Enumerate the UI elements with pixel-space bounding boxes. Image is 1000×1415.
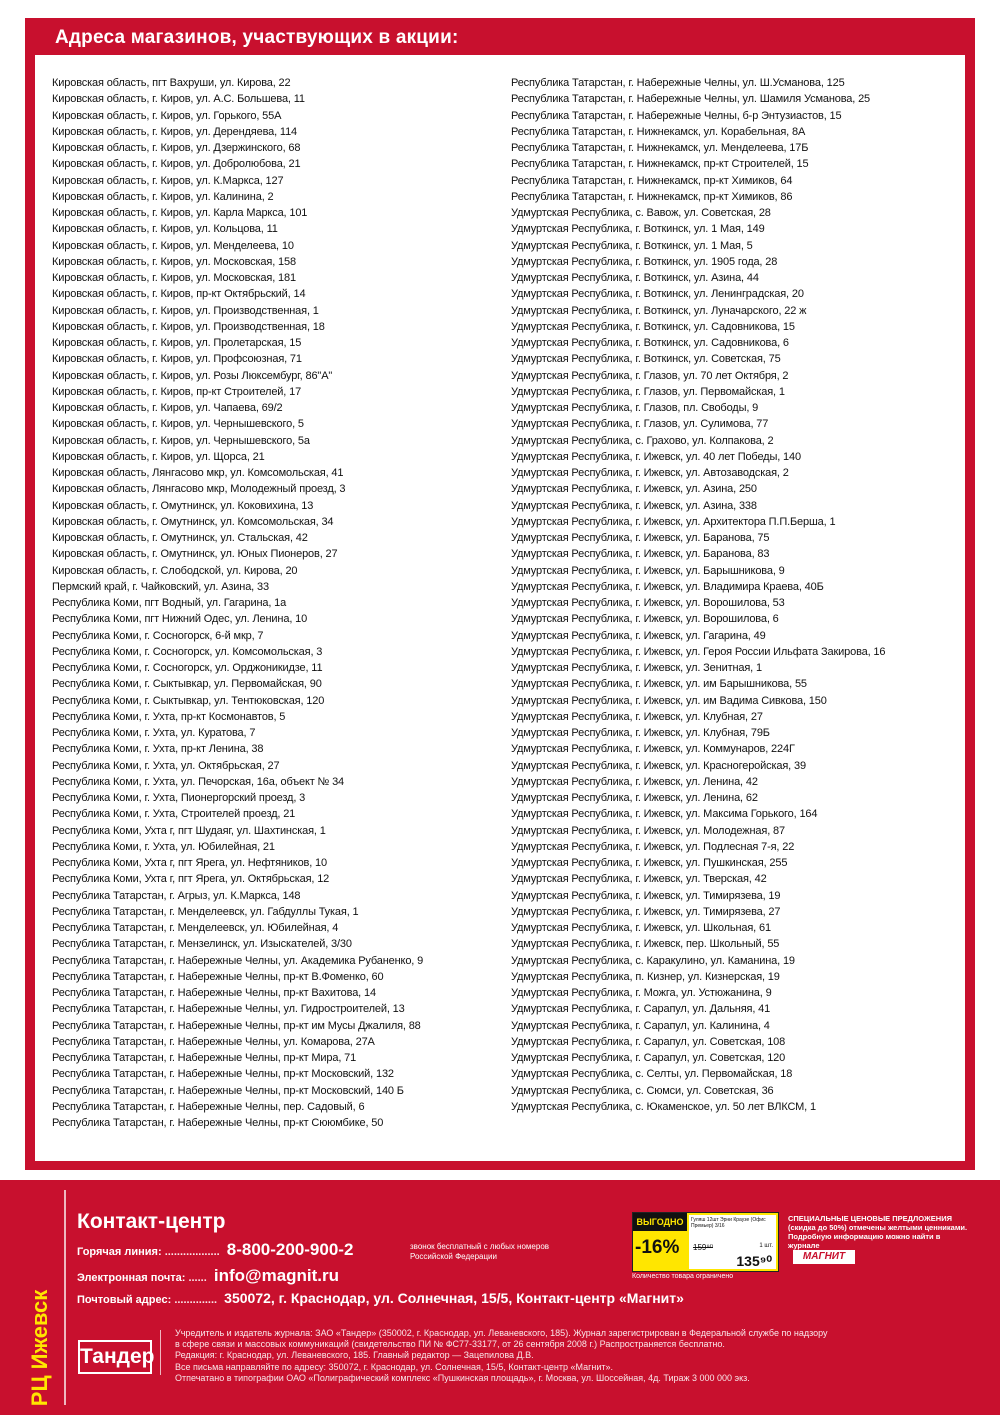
address-item: Удмуртская Республика, г. Ижевск, ул. Баранова, 83 bbox=[511, 548, 770, 561]
hotline-dots: .................. bbox=[164, 1246, 220, 1258]
address-item: Кировская область, г. Киров, ул. Карла Маркса, 101 bbox=[52, 207, 308, 219]
address-item: Удмуртская Республика, г. Глазов, пл. Свободы, 9 bbox=[511, 402, 759, 414]
address-item: Удмуртская Республика, г. Ижевск, ул. Барышникова, 9 bbox=[511, 564, 785, 577]
address-item: Кировская область, Лянгасово мкр, Молодежный проезд, 3 bbox=[52, 483, 346, 496]
address-item: Республика Татарстан, г. Менделеевск, ул. Юбилейная, 4 bbox=[52, 922, 339, 934]
email-dots: ...... bbox=[188, 1272, 207, 1284]
address-item: Удмуртская Республика, г. Глазов, ул. 70 лет Октября, 2 bbox=[511, 369, 789, 382]
address-item: Удмуртская Республика, г. Ижевск, ул. Азина, 338 bbox=[511, 499, 757, 512]
address-item: Республика Татарстан, г. Набережные Челны, ул. Ш.Усманова, 125 bbox=[511, 77, 845, 89]
address-item: Кировская область, г. Киров, ул. Московская, 158 bbox=[52, 255, 296, 268]
address-item: Удмуртская Республика, г. Ижевск, пер. Школьный, 55 bbox=[511, 938, 780, 951]
address-item: Удмуртская Республика, с. Грахово, ул. Колпакова, 2 bbox=[511, 434, 774, 447]
address-item: Республика Коми, пгт Нижний Одес, ул. Ленина, 10 bbox=[52, 613, 308, 626]
address-item: Удмуртская Республика, г. Ижевск, ул. Зенитная, 1 bbox=[511, 662, 762, 674]
address-item: Республика Татарстан, г. Набережные Челны, пр-кт Московский, 140 Б bbox=[52, 1084, 404, 1097]
address-item: Кировская область, г. Киров, ул. Розы Люксембург, 86"А" bbox=[52, 369, 333, 382]
address-item: Удмуртская Республика, г. Воткинск, ул. Советская, 75 bbox=[511, 353, 781, 366]
address-item: Кировская область, г. Киров, ул. Кольцова, 11 bbox=[52, 223, 278, 236]
email-link[interactable]: info@magnit.ru bbox=[213, 1266, 340, 1285]
imprint-divider bbox=[160, 1330, 161, 1375]
address-item: Республика Татарстан, г. Нижнекамск, ул. Менделеева, 17Б bbox=[511, 142, 809, 154]
imprint-line: Все письма направляйте по адресу: 350072, г. Краснодар, ул. Солнечная, 15/5, Контакт-центр «Магнит». bbox=[175, 1361, 613, 1372]
address-item: Удмуртская Республика, г. Ижевск, ул. Школьная, 61 bbox=[511, 922, 771, 934]
address-item: Удмуртская Республика, г. Ижевск, ул. Клубная, 79Б bbox=[511, 727, 770, 739]
price-tag-old-price: 159⁹⁰ bbox=[693, 1243, 713, 1252]
address-item: Кировская область, г. Омутнинск, ул. Юных Пионеров, 27 bbox=[52, 548, 338, 561]
tander-logo-text: Тандер bbox=[78, 1340, 152, 1374]
address-item: Удмуртская Республика, г. Глазов, ул. Сулимова, 77 bbox=[511, 418, 769, 431]
postal-label: Почтовый адрес: bbox=[77, 1294, 172, 1306]
imprint-line: Учредитель и издатель журнала: ЗАО «Тандер» (350002, г. Краснодар, ул. Леваневского, 185). Журнал зарегистрирован в Федеральной службе по надзору bbox=[175, 1328, 828, 1338]
address-item: Кировская область, г. Киров, ул. Профсоюзная, 71 bbox=[52, 353, 302, 366]
footer-divider bbox=[64, 1190, 66, 1405]
footer bbox=[0, 1180, 1000, 1415]
address-item: Республика Татарстан, г. Набережные Челны, ул. Шамиля Усманова, 25 bbox=[511, 93, 871, 106]
address-item: Удмуртская Республика, г. Ижевск, ул. Владимира Краева, 40Б bbox=[511, 580, 824, 593]
address-item: Республика Татарстан, г. Набережные Челны, пр-кт Мира, 71 bbox=[52, 1052, 357, 1064]
address-item: Удмуртская Республика, г. Ижевск, ул. Ленина, 62 bbox=[511, 792, 758, 804]
address-item: Республика Коми, г. Ухта, ул. Юбилейная, 21 bbox=[52, 840, 275, 853]
address-item: Кировская область, г. Киров, ул. Чернышевского, 5а bbox=[52, 434, 310, 447]
address-item: Кировская область, г. Киров, ул. К.Маркса, 127 bbox=[52, 174, 284, 187]
address-item: Республика Татарстан, г. Агрыз, ул. К.Маркса, 148 bbox=[52, 889, 301, 902]
tander-logo bbox=[76, 1328, 154, 1374]
address-item: Удмуртская Республика, с. Юкаменское, ул. 50 лет ВЛКСМ, 1 bbox=[511, 1100, 816, 1113]
address-item: Республика Татарстан, г. Набережные Челны, пр-кт Сююмбике, 50 bbox=[52, 1117, 384, 1129]
address-item: Республика Татарстан, г. Мензелинск, ул. Изыскателей, 3/30 bbox=[52, 938, 352, 951]
addresses-frame bbox=[25, 18, 975, 1170]
address-item: Республика Татарстан, г. Набережные Челны, пр-кт Вахитова, 14 bbox=[52, 987, 376, 999]
imprint-line: Редакция: г. Краснодар, ул. Леваневского, 185. Главный редактор — Зацепилова Д.В. bbox=[175, 1350, 534, 1361]
address-item: Удмуртская Республика, г. Воткинск, ул. Луначарского, 22 ж bbox=[511, 304, 807, 317]
address-item: Удмуртская Республика, г. Ижевск, ул. Клубная, 27 bbox=[511, 710, 763, 723]
address-item: Удмуртская Республика, г. Ижевск, ул. Максима Горького, 164 bbox=[511, 808, 818, 821]
address-item: Кировская область, г. Киров, ул. А.С. Большева, 11 bbox=[52, 93, 305, 106]
price-tag-quantity: 1 шт. bbox=[759, 1243, 773, 1249]
price-tag-new-price: 135⁹⁰ bbox=[736, 1253, 772, 1269]
address-item: Республика Коми, г. Сыктывкар, ул. Тентюковская, 120 bbox=[52, 694, 325, 707]
email-label: Электронная почта: bbox=[77, 1272, 186, 1284]
address-item: Республика Татарстан, г. Нижнекамск, пр-кт Химиков, 64 bbox=[511, 174, 793, 187]
distribution-center-label: РЦ Ижевск bbox=[27, 1289, 52, 1407]
magnit-logo: МАГНИТ bbox=[793, 1250, 855, 1264]
address-item: Удмуртская Республика, г. Ижевск, ул. 40 лет Победы, 140 bbox=[511, 450, 801, 463]
publisher-imprint bbox=[175, 1328, 985, 1384]
address-item: Удмуртская Республика, г. Ижевск, ул. Подлесная 7-я, 22 bbox=[511, 840, 795, 853]
address-item: Республика Татарстан, г. Менделеевск, ул. Габдуллы Тукая, 1 bbox=[52, 905, 359, 918]
address-item: Кировская область, г. Киров, ул. Производственная, 18 bbox=[52, 320, 325, 333]
address-item: Кировская область, г. Киров, ул. Производственная, 1 bbox=[52, 304, 319, 317]
address-item: Республика Коми, Ухта г, пгт Ярега, ул. Октябрьская, 12 bbox=[52, 873, 330, 886]
address-item: Кировская область, г. Киров, ул. Чапаева, 69/2 bbox=[52, 402, 283, 414]
address-item: Республика Коми, г. Ухта, ул. Куратова, 7 bbox=[52, 727, 256, 739]
hotline-number[interactable]: 8-800-200-900-2 bbox=[226, 1240, 354, 1259]
address-item: Удмуртская Республика, г. Воткинск, ул. 1905 года, 28 bbox=[511, 255, 778, 268]
address-item: Республика Коми, пгт Водный, ул. Гагарина, 1а bbox=[52, 597, 287, 609]
addresses-panel bbox=[35, 55, 965, 1161]
address-item: Республика Коми, г. Ухта, ул. Октябрьская, 27 bbox=[52, 759, 280, 772]
address-item: Удмуртская Республика, г. Ижевск, ул. Ворошилова, 53 bbox=[511, 597, 785, 609]
address-item: Удмуртская Республика, г. Ижевск, ул. Азина, 250 bbox=[511, 483, 757, 496]
address-item: Республика Коми, г. Ухта, Строителей проезд, 21 bbox=[52, 808, 296, 821]
address-item: Удмуртская Республика, г. Воткинск, ул. Садовникова, 15 bbox=[511, 320, 795, 333]
address-item: Удмуртская Республика, г. Сарапул, ул. Советская, 108 bbox=[511, 1035, 786, 1048]
address-item: Удмуртская Республика, г. Ижевск, ул. Тимирязева, 27 bbox=[511, 905, 781, 918]
address-item: Удмуртская Республика, г. Сарапул, ул. Дальняя, 41 bbox=[511, 1003, 771, 1016]
addresses-title: Адреса магазинов, участвующих в акции: bbox=[55, 27, 459, 48]
address-item: Кировская область, г. Киров, ул. Калинина, 2 bbox=[52, 190, 274, 203]
address-item: Кировская область, г. Киров, ул. Пролетарская, 15 bbox=[52, 337, 302, 349]
address-item: Республика Коми, г. Ухта, ул. Печорская, 16а, объект № 34 bbox=[52, 775, 345, 788]
address-item: Пермский край, г. Чайковский, ул. Азина, 33 bbox=[52, 580, 269, 593]
address-item: Удмуртская Республика, п. Кизнер, ул. Кизнерская, 19 bbox=[511, 970, 780, 983]
address-item: Кировская область, г. Киров, ул. Чернышевского, 5 bbox=[52, 418, 304, 431]
address-item: Удмуртская Республика, г. Ижевск, ул. Тимирязева, 19 bbox=[511, 889, 781, 902]
address-item: Кировская область, Лянгасово мкр, ул. Комсомольская, 41 bbox=[52, 467, 344, 479]
price-tag-discount: -16% bbox=[635, 1237, 680, 1258]
address-item: Кировская область, г. Омутнинск, ул. Комсомольская, 34 bbox=[52, 515, 334, 528]
address-item: Удмуртская Республика, г. Ижевск, ул. Архитектора П.П.Берша, 1 bbox=[511, 515, 836, 528]
address-item: Республика Татарстан, г. Набережные Челны, пр-кт Московский, 132 bbox=[52, 1068, 394, 1081]
address-item: Республика Татарстан, г. Набережные Челны, б-р Энтузиастов, 15 bbox=[511, 109, 842, 122]
address-item: Удмуртская Республика, г. Воткинск, ул. 1 Мая, 149 bbox=[511, 223, 765, 236]
address-item: Республика Татарстан, г. Нижнекамск, пр-кт Химиков, 86 bbox=[511, 190, 793, 203]
address-item: Удмуртская Республика, г. Сарапул, ул. Советская, 120 bbox=[511, 1052, 786, 1064]
address-item: Кировская область, г. Слободской, ул. Кирова, 20 bbox=[52, 564, 298, 577]
address-item: Удмуртская Республика, г. Воткинск, ул. Азина, 44 bbox=[511, 272, 759, 284]
address-item: Республика Татарстан, г. Набережные Челны, пер. Садовый, 6 bbox=[52, 1100, 365, 1113]
address-item: Республика Татарстан, г. Набережные Челны, пр-кт им Мусы Джалиля, 88 bbox=[52, 1019, 421, 1032]
address-item: Кировская область, г. Киров, ул. Дерендяева, 114 bbox=[52, 125, 298, 138]
address-item: Кировская область, г. Киров, пр-кт Строителей, 17 bbox=[52, 385, 302, 398]
address-item: Республика Коми, Ухта г, пгт Шудаяг, ул. Шахтинская, 1 bbox=[52, 824, 326, 837]
email-row bbox=[77, 1266, 339, 1286]
address-item: Удмуртская Республика, г. Ижевск, ул. Коммунаров, 224Г bbox=[511, 743, 795, 756]
address-item: Удмуртская Республика, с. Каракулино, ул. Каманина, 19 bbox=[511, 954, 795, 967]
address-item: Удмуртская Республика, г. Ижевск, ул. Тверская, 42 bbox=[511, 873, 767, 886]
address-item: Удмуртская Республика, г. Ижевск, ул. Гагарина, 49 bbox=[511, 629, 766, 642]
postal-row bbox=[77, 1290, 684, 1306]
address-item: Республика Коми, г. Ухта, пр-кт Космонавтов, 5 bbox=[52, 710, 286, 723]
address-item: Республика Коми, г. Ухта, пр-кт Ленина, 38 bbox=[52, 743, 264, 756]
address-item: Республика Коми, г. Ухта, Пионергорский проезд, 3 bbox=[52, 792, 306, 804]
address-item: Кировская область, г. Киров, ул. Щорса, 21 bbox=[52, 450, 265, 463]
hotline-label: Горячая линия: bbox=[77, 1246, 162, 1258]
address-item: Кировская область, г. Киров, ул. Дзержинского, 68 bbox=[52, 142, 301, 154]
address-item: Республика Коми, Ухта г, пгт Ярега, ул. Нефтяников, 10 bbox=[52, 857, 327, 869]
contact-center-title: Контакт-центр bbox=[77, 1210, 226, 1233]
address-item: Республика Татарстан, г. Нижнекамск, пр-кт Строителей, 15 bbox=[511, 158, 809, 171]
address-item: Кировская область, г. Киров, ул. Менделеева, 10 bbox=[52, 239, 294, 252]
address-item: Удмуртская Республика, г. Ижевск, ул. им Барышникова, 55 bbox=[511, 678, 807, 691]
address-item: Удмуртская Республика, г. Воткинск, ул. Садовникова, 6 bbox=[511, 337, 789, 349]
address-item: Удмуртская Республика, с. Селты, ул. Первомайская, 18 bbox=[511, 1068, 793, 1081]
address-item: Республика Татарстан, г. Набережные Челны, ул. Академика Рубаненко, 9 bbox=[52, 954, 424, 967]
address-item: Удмуртская Республика, с. Сюмси, ул. Советская, 36 bbox=[511, 1084, 774, 1097]
imprint-line: Отпечатано в типографии ОАО «Полиграфический комплекс «Пушкинская площадь», г. Москва, ул. Шосcейная, 4д. Тираж 3 000 000 экз. bbox=[175, 1372, 750, 1383]
address-item: Удмуртская Республика, г. Сарапул, ул. Калинина, 4 bbox=[511, 1019, 770, 1032]
hotline-row bbox=[77, 1240, 353, 1260]
postal-dots: .............. bbox=[174, 1294, 218, 1306]
price-tag-example bbox=[632, 1212, 779, 1272]
address-item: Удмуртская Республика, г. Воткинск, ул. 1 Мая, 5 bbox=[511, 239, 753, 252]
address-item: Республика Коми, г. Сосногорск, ул. Комсомольская, 3 bbox=[52, 645, 323, 658]
address-item: Удмуртская Республика, г. Ижевск, ул. им Вадима Сивкова, 150 bbox=[511, 694, 827, 707]
address-item: Удмуртская Республика, г. Ижевск, ул. Ворошилова, 6 bbox=[511, 613, 779, 626]
address-item: Республика Коми, г. Сосногорск, ул. Орджоникидзе, 11 bbox=[52, 662, 323, 674]
address-item: Удмуртская Республика, г. Ижевск, ул. Ленина, 42 bbox=[511, 775, 758, 788]
imprint-line: в сфере связи и массовых коммуникаций (свидетельство ПИ № ФС77-33177, от 26 сентября 2008 г.) Распространяется бесплатно. bbox=[175, 1339, 725, 1350]
price-tag-note: Количество товара ограничено bbox=[632, 1273, 734, 1280]
price-tag-discount-panel bbox=[633, 1213, 687, 1271]
address-item: Кировская область, г. Киров, ул. Московская, 181 bbox=[52, 272, 296, 284]
address-item: Удмуртская Республика, г. Воткинск, ул. Ленинградская, 20 bbox=[511, 288, 804, 301]
price-tag-vygodno: ВЫГОДНО bbox=[633, 1213, 687, 1231]
address-item: Республика Татарстан, г. Набережные Челны, ул. Гидростроителей, 13 bbox=[52, 1003, 405, 1016]
address-item: Республика Коми, г. Сыктывкар, ул. Первомайская, 90 bbox=[52, 678, 322, 691]
address-item: Удмуртская Республика, г. Ижевск, ул. Красногеройская, 39 bbox=[511, 759, 806, 772]
price-tag-product: Гуляш 12шт Эрни Краузе (Офис Премьер) 3/16 bbox=[691, 1217, 766, 1229]
address-item: Удмуртская Республика, г. Глазов, ул. Первомайская, 1 bbox=[511, 385, 785, 398]
address-item: Удмуртская Республика, г. Ижевск, ул. Молодежная, 87 bbox=[511, 824, 785, 837]
address-item: Республика Татарстан, г. Набережные Челны, пр-кт В.Фоменко, 60 bbox=[52, 970, 384, 983]
address-item: Кировская область, г. Киров, ул. Добролюбова, 21 bbox=[52, 158, 301, 171]
addresses-column-left bbox=[52, 75, 423, 1131]
address-item: Удмуртская Республика, г. Ижевск, ул. Героя России Ильфата Закирова, 16 bbox=[511, 645, 886, 658]
address-item: Удмуртская Республика, г. Можга, ул. Устюжанина, 9 bbox=[511, 987, 772, 999]
address-item: Кировская область, г. Киров, пр-кт Октябрьский, 14 bbox=[52, 288, 306, 301]
address-item: Удмуртская Республика, с. Вавож, ул. Советская, 28 bbox=[511, 207, 771, 219]
address-item: Кировская область, г. Омутнинск, ул. Коковихина, 13 bbox=[52, 499, 314, 512]
address-item: Кировская область, г. Киров, ул. Горького, 55А bbox=[52, 109, 282, 122]
price-tag-details bbox=[689, 1215, 776, 1269]
address-item: Удмуртская Республика, г. Ижевск, ул. Автозаводская, 2 bbox=[511, 467, 789, 479]
address-item: Кировская область, пгт Вахруши, ул. Кирова, 22 bbox=[52, 77, 291, 89]
address-item: Удмуртская Республика, г. Ижевск, ул. Баранова, 75 bbox=[511, 532, 770, 544]
address-item: Республика Татарстан, г. Нижнекамск, ул. Корабельная, 8А bbox=[511, 125, 806, 138]
free-call-note: звонок бесплатный с любых номеров Российской Федерации bbox=[410, 1242, 550, 1261]
special-offer-text: СПЕЦИАЛЬНЫЕ ЦЕНОВЫЕ ПРЕДЛОЖЕНИЯ (скидка до 50%) отмечены желтыми ценниками. Подробную информацию можно найти в журнале bbox=[788, 1214, 968, 1250]
address-item: Республика Татарстан, г. Набережные Челны, ул. Комарова, 27А bbox=[52, 1035, 375, 1048]
address-item: Кировская область, г. Омутнинск, ул. Стальская, 42 bbox=[52, 532, 308, 544]
address-item: Республика Коми, г. Сосногорск, 6-й мкр, 7 bbox=[52, 629, 264, 642]
addresses-column-right bbox=[511, 75, 885, 1115]
postal-address: 350072, г. Краснодар, ул. Солнечная, 15/5, Контакт-центр «Магнит» bbox=[224, 1290, 684, 1306]
address-item: Удмуртская Республика, г. Ижевск, ул. Пушкинская, 255 bbox=[511, 857, 788, 869]
